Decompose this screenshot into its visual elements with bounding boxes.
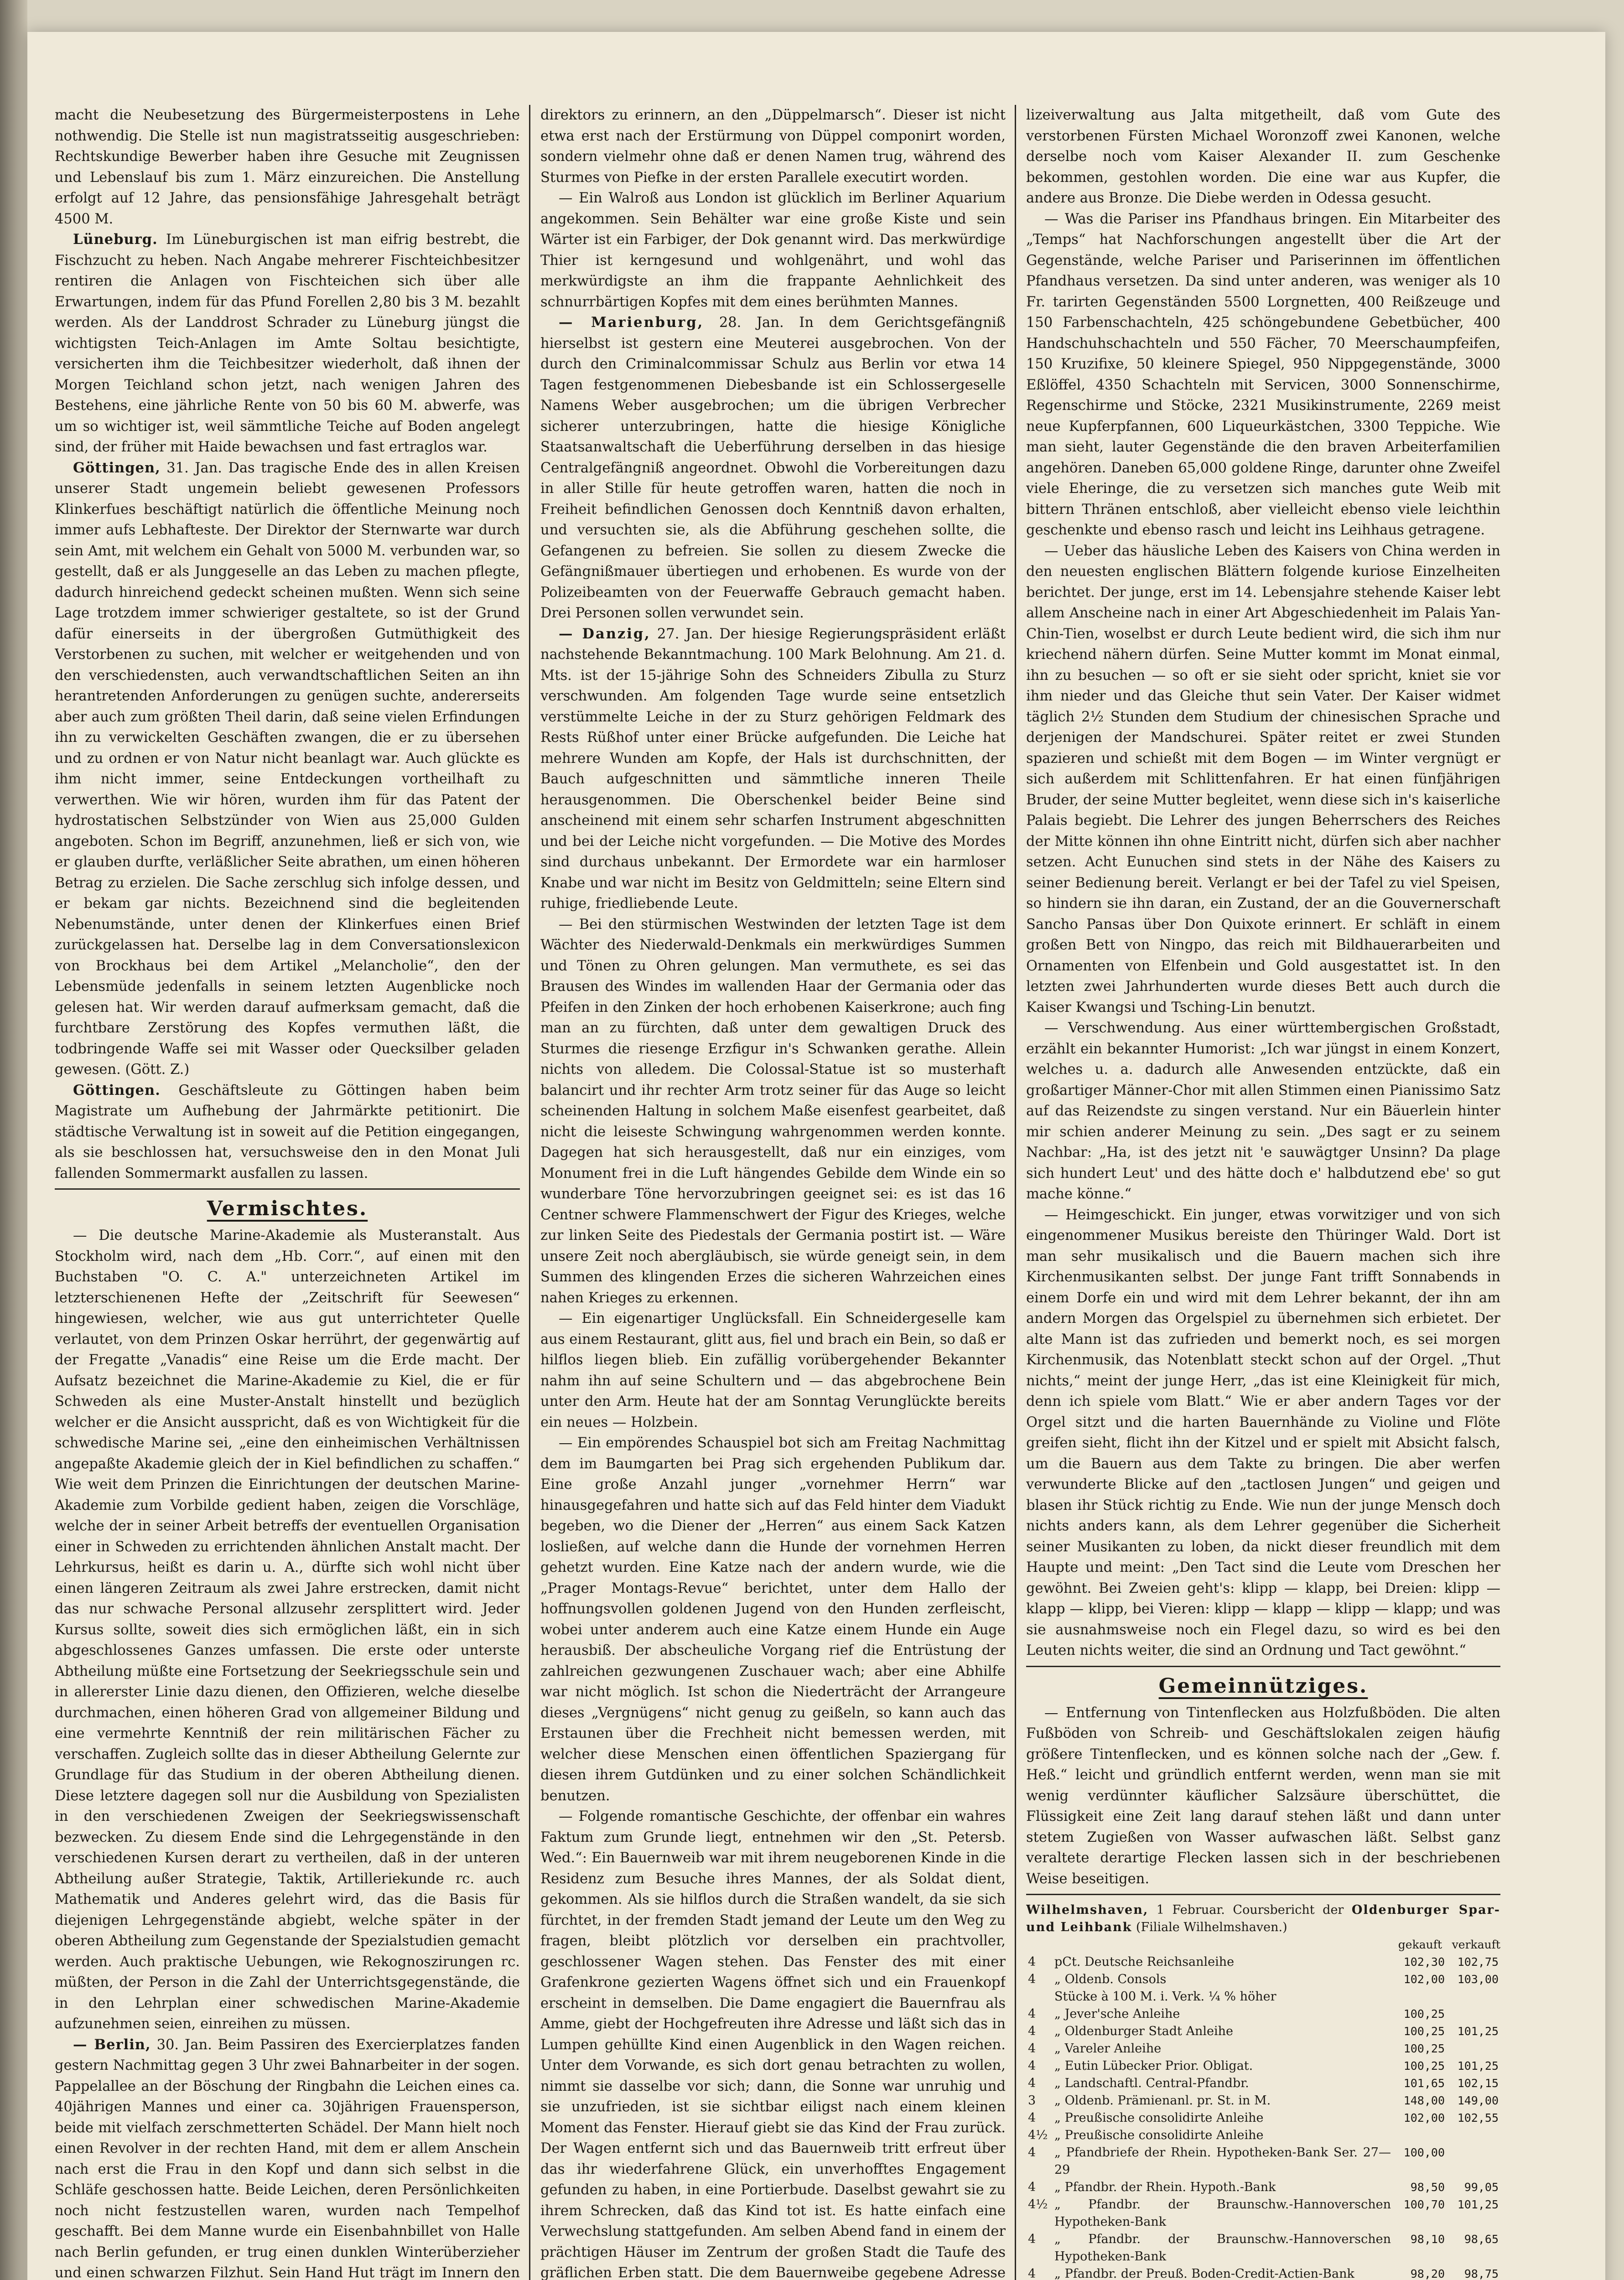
- sell-price: 98,75: [1464, 2267, 1499, 2280]
- rate-percent: 3: [1028, 2093, 1036, 2108]
- newspaper-page: [27, 32, 1605, 2280]
- article-paragraph: — Marienburg, 28. Jan. In dem Gerichtsgefängniß hierselbst ist gestern eine Meuterei ausgebrochen. Von der durch den Criminalcommissar Schulz aus Berlin vor etwa 14 Tagen festgenommenen Diebesbande ist ein Schlossergeselle Namens Weber ausgebrochen; um die übrigen Verbrecher sicherer unterzubringen, hatte die hiesige Königliche Staatsanwaltschaft die Ueberführung derselben in das hiesige Centralgefängniß angeordnet. Obwohl die Vorbereitungen dazu in aller Stille für heute getroffen waren, hatten die noch in Freiheit befindlichen Genossen doch Kenntniß davon erhalten, und versuchten sie, als die Abführung geschehen sollte, die Gefangenen zu befreien. Sie sollen zu diesem Zwecke die Gefängnißmauer übertiegen und erhobenen. Es wurde von der Polizeibeamten von der Feuerwaffe Gebrauch gemacht haben. Drei Personen sollen verwundet sein.: [540, 314, 1006, 621]
- buy-price: 98,50: [1410, 2181, 1445, 2194]
- table-row: [1026, 1954, 1500, 1971]
- column-rule: [529, 105, 530, 2280]
- rate-percent: 4: [1028, 2042, 1036, 2056]
- rate-percent: 4: [1028, 2232, 1036, 2246]
- dateline: Göttingen,: [73, 459, 161, 476]
- table-row: [1026, 2144, 1500, 2179]
- article-paragraph: — Die deutsche Marine-Akademie als Musteranstalt. Aus Stockholm wird, nach dem „Hb. Corr.“, auf einen mit den Buchstaben "O. C. A." unterzeichneten Artikel im letzterschienenen Hefte der „Zeitschrift für Seewesen“ hingewiesen, welcher, wie aus gut unterrichteter Quelle verlautet, von dem Prinzen Oskar herrührt, der gegenwärtig auf der Fregatte „Vanadis“ eine Reise um die Erde macht. Der Aufsatz bezeichnet die Marine-Akademie zu Kiel, die er für Schweden als eine Muster-Anstalt hinstellt und bezüglich welcher er die Ansicht ausspricht, daß es von Wichtigkeit für die schwedische Marine sei, „eine den einheimischen Verhältnissen angepaßte Akademie gleich der in Kiel befindlichen zu schaffen.“ Wie weit dem Prinzen die Einrichtungen der deutschen Marine-Akademie zum Vorbilde gedient haben, zeigen die Vorschläge, welche der in seiner Arbeit betreffs der eventuellen Organisation einer in Schweden zu errichtenden ähnlichen Anstalt macht. Der Lehrkursus, heißt es darin u. A., dürfte sich wohl nicht über einen längeren Zeitraum als zwei Jahre erstrecken, damit nicht das nur schwache Personal allzusehr zersplittert wird. Jeder Kursus sollte, soweit dies sich ermöglichen läßt, ein in sich abgeschlossenes Ganzes umfassen. Die erste oder unterste Abtheilung müßte eine Fortsetzung der Seekriegsschule sein und in allererster Linie dazu dienen, den Offizieren, welche dieselbe durchmachen, einen höheren Grad von allgemeiner Bildung und eine vermehrte Kenntniß der rein militärischen Fächer zu verschaffen. Zugleich sollte das in dieser Abtheilung Gelernte zur Grundlage für das Studium in der oberen Abtheilung dienen. Diese letztere dagegen soll nur die Ausbildung von Spezialisten in den verschiedenen Zweigen der Seekriegswissenschaft bezwecken. Zu diesem Ende sind die Lehrgegenstände in den verschiedenen Kursen derart zu vertheilen, daß in der unteren Abtheilung außer Strategie, Taktik, Artilleriekunde rc. auch Mathematik und Anderes gelehrt wird, das die Basis für diejenigen Lehrgegenstände abgiebt, welche später in der oberen Abtheilung zum Gegenstande der Spezialstudien gemacht werden. Auch praktische Uebungen, wie Rekognoszirungen rc. müßten, der Person in die Zahl der Unterrichtsgegenstände, die in den Lehrplan einer schwedischen Marine-Akademie aufzunehmen seien, einreihen zu müssen.: [55, 1228, 520, 2032]
- security-name: „ Jever'sche Anleihe: [1054, 2007, 1180, 2021]
- buy-price: 98,20: [1410, 2267, 1445, 2280]
- buy-price: 101,65: [1403, 2077, 1445, 2090]
- buy-price: 98,10: [1410, 2233, 1445, 2246]
- exchange-rate-report: [1026, 1902, 1500, 2280]
- article-paragraph: — Danzig, 27. Jan. Der hiesige Regierungspräsident erläßt nachstehende Bekanntmachung. 100 Mark Belohnung. Am 21. d. Mts. ist der 15-jährige Sohn des Schneiders Zibulla zu Sturz verschwunden. Am folgenden Tage wurde seine entsetzlich verstümmelte Leiche in der zu Sturz gehörigen Feldmark des Rests Rüßhof unter einer Brücke aufgefunden. Die Leiche hat mehrere Wunden am Kopfe, der Hals ist durchschnitten, der Bauch aufgeschnitten und sämmtliche inneren Theile herausgenommen. Die Oberschenkel beider Beine sind anscheinend mit einem sehr scharfen Instrument abgeschnitten und bei der Leiche nicht vorgefunden. — Die Motive des Mordes sind durchaus unbekannt. Der Ermordete war ein harmloser Knabe und war nicht im Besitz von Geldmitteln; seine Eltern sind ruhige, friedliebende Leute.: [540, 625, 1006, 912]
- rate-percent: 4: [1028, 1955, 1036, 1969]
- security-name: „ Pfandbr. der Preuß. Boden-Credit-Actien-Bank: [1054, 2267, 1354, 2280]
- report-column-header: gekauft verkauft: [1398, 1938, 1500, 1951]
- buy-price: 100,25: [1403, 2059, 1445, 2073]
- article-paragraph: — Ueber das häusliche Leben des Kaisers von China werden in den neuesten englischen Blättern folgende kuriose Einzelheiten berichtet. Der junge, erst im 14. Lebensjahre stehende Kaiser lebt allem Anscheine nach in einer Art Abgeschiedenheit im Palais Yan-Chin-Tien, woselbst er durch Leute bedient wird, die sich ihm nur kriechend nähern dürfen. Seine Mutter kommt im Monat einmal, ihn zu besuchen — so oft er sie sieht oder spricht, kniet sie vor ihm nieder und das Gleiche thut sein Vater. Der Kaiser widmet täglich 2½ Stunden dem Studium der chinesischen Sprache und derjenigen der Mandschurei. Später reitet er zwei Stunden spazieren und schießt mit dem Bogen — im Winter vergnügt er sich außerdem mit Schlittenfahren. Er hat einen fünfjährigen Bruder, der seine Mutter begleitet, wenn diese sich in's kaiserliche Palais begiebt. Die Lehrer des jungen Beherrschers des Reiches der Mitte können ihn ohne Eintritt nicht, dürfen sich aber nachher setzen. Acht Eunuchen sind stets in der Nähe des Kaisers zu seiner Bedienung bereit. Verlangt er bei der Tafel zu viel Speisen, so hindern sie ihn daran, ein Zustand, der an die Gouvernerschaft Sancho Pansas über Don Quixote erinnert. Er schläft in einem großen Bett von Ningpo, das reich mit Bildhauerarbeiten und Ornamenten von Elfenbein und Gold ausgestattet ist. In den letzten zwei Jahrhunderten wurde dieses Bett auch durch die Kaiser Kwangsi und Tsching-Lin benutzt.: [1026, 543, 1500, 1016]
- article-paragraph: — Berlin, 30. Jan. Beim Passiren des Exercierplatzes fanden gestern Nachmittag gegen 3 Uhr zwei Bahnarbeiter in der sogen. Pappelallee an der Böschung der Ringbahn die Leichen eines ca. 40jährigen Mannes und einer ca. 30jährigen Frauensperson, beide mit vielfach zerschmetterten Schädel. Der Mann hielt noch einen Revolver in der rechten Hand, mit dem er allem Anschein nach erst die Frau in den Kopf und dann sich selbst in die Schläfe geschossen hatte. Beide Leichen, deren Persönlichkeiten noch nicht festzustellen waren, wurden nach Tempelhof geschafft. Bei dem Manne wurde ein Eisenbahnbillet von Halle nach Berlin gefunden, er trug einen dunklen Winterüberzieher und einen schwarzen Filzhut. Sein Hand Hut trägt im Innern den: [55, 2036, 520, 2280]
- security-name: „ Oldenburger Stadt Anleihe: [1054, 2024, 1233, 2038]
- dateline: Göttingen.: [73, 1082, 161, 1099]
- security-name: pCt. Deutsche Reichsanleihe: [1054, 1955, 1235, 1969]
- security-name: „ Eutin Lübecker Prior. Obligat.: [1054, 2059, 1253, 2073]
- section-heading: Vermischtes.: [207, 1197, 368, 1220]
- table-row: [1026, 1971, 1500, 1988]
- section-divider: [1026, 1894, 1500, 1895]
- rate-percent: 4: [1028, 2076, 1036, 2090]
- table-row: [1026, 2265, 1500, 2280]
- report-header: Wilhelmshaven, 1 Februar. Coursbericht der Oldenburger Spar- und Leihbank (Filiale Wilhelmshaven.): [1026, 1903, 1500, 1934]
- rate-percent: 4: [1028, 1972, 1036, 1986]
- table-row: [1026, 1988, 1500, 2005]
- sell-price: 102,15: [1457, 2077, 1499, 2090]
- security-name: „ Oldenb. Consols: [1054, 1972, 1167, 1986]
- table-row: [1026, 2005, 1500, 2023]
- rate-percent: 4: [1028, 2180, 1036, 2194]
- sell-price: 103,00: [1457, 1973, 1499, 1986]
- security-name: „ Preußische consolidirte Anleihe: [1054, 2111, 1264, 2125]
- rate-percent: 4½: [1028, 2128, 1048, 2142]
- sell-price: 149,00: [1457, 2094, 1499, 2107]
- article-paragraph: macht die Neubesetzung des Bürgermeisterpostens in Lehe nothwendig. Die Stelle ist nun magistratsseitig ausgeschrieben: Rechtskundige Bewerber haben ihre Gesuche mit Zeugnissen und Lebenslauf bis zum 1. März einzureichen. Die Anstellung erfolgt auf 12 Jahre, das pensionsfähige Jahresgehalt beträgt 4500 M.: [55, 107, 520, 227]
- section-divider: [1026, 1666, 1500, 1667]
- sell-price: 102,75: [1457, 1955, 1499, 1969]
- table-row: [1026, 2127, 1500, 2144]
- article-paragraph: — Ein Walroß aus London ist glücklich im Berliner Aquarium angekommen. Sein Behälter war eine große Kiste und sein Wärter ist ein Farbiger, der Dok genannt wird. Das merkwürdige Thier ist kerngesund und wohlgenährt, und wohl das merkwürdigste an ihm die frappante Aehnlichkeit des schnurrbärtigen Kopfes mit dem eines berühmten Mannes.: [540, 190, 1006, 310]
- article-paragraph: — Ein empörendes Schauspiel bot sich am Freitag Nachmittag dem im Baumgarten bei Prag sich ergehenden Publikum dar. Eine große Anzahl junger „vornehmer Herrn“ war hinausgegefahren und hatte sich auf das Feld hinter dem Viadukt begeben, wo die Diener der „Herren“ aus einem Sack Katzen losließen, auf welche dann die Hunde der vornehmen Herren gehetzt wurden. Eine Katze nach der andern wurde, wie die „Prager Montags-Revue“ berichtet, unter dem Hallo der hoffnungsvollen goldenen Jugend von den Hunden zerfleischt, wobei unter anderem auch eine Katze einem Hunde ein Auge herausbiß. Der abscheuliche Vorgang rief die Entrüstung der zahlreichen gezwungenen Zuschauer wach; aber eine Abhilfe war nicht möglich. Ist schon die Niederträcht der Arrangeure dieses „Vergnügens“ nicht genug zu geißeln, so kann auch das Erstaunen über die Frechheit nicht bemessen werden, mit welcher diese Menschen einen öffentlichen Spaziergang für diesen ihrem Gutdünken und zu einer solchen Schändlichkeit benutzen.: [540, 1435, 1006, 1804]
- dateline: — Danzig,: [559, 625, 651, 642]
- buy-price: 102,30: [1403, 1955, 1445, 1969]
- dateline: Lüneburg.: [73, 231, 158, 248]
- buy-price: 102,00: [1403, 2111, 1445, 2125]
- article-paragraph: — Bei den stürmischen Westwinden der letzten Tage ist dem Wächter des Niederwald-Denkmals ein merkwürdiges Summen und Tönen zu Ohren gelungen. Man vermuthete, es sei das Brausen des Windes im wallenden Haar der Germania oder das Pfeifen in den Zinken der hoch erhobenen Kaiserkrone; auch fing man an zu fürchten, daß unter dem gewaltigen Druck des Sturmes die riesenge Erzfigur in's Schwanken gerathe. Allein nichts von alledem. Die Colossal-Statue ist so musterhaft balancirt und ihr rechter Arm trotz seiner für das Auge so leicht scheinenden Haltung in solchem Maße eisenfest gearbeitet, daß nicht die leiseste Schwingung wahrgenommen werden konnte. Dagegen hat sich herausgestellt, daß nur ein einziges, vom Monument frei in die Luft hängendes Gebilde dem Winde ein so wunderbare Töne hervorzubringen geeignet sei: es ist das 16 Centner schwere Flammenschwert der Figur des Krieges, welche zur linken Seite des Piedestals der Germania postirt ist. — Wäre unsere Zeit noch abergläubisch, sie würde geneigt sein, in dem Summen des klingenden Erzes die sicheren Wahrzeichen eines nahen Krieges zu erkennen.: [540, 916, 1006, 1306]
- article-paragraph: — Ein eigenartiger Unglücksfall. Ein Schneidergeselle kam aus einem Restaurant, glitt aus, fiel und brach ein Bein, so daß er hilflos liegen blieb. Ein zufällig vorübergehender Bekannter nahm ihn auf seine Schultern und — das abgebrochene Bein unter den Arm. Heute hat der am Sonntag Verunglückte bereits ein neues — Holzbein.: [540, 1311, 1006, 1430]
- rate-percent: 4: [1028, 2059, 1036, 2073]
- security-name: „ Pfandbriefe der Rhein. Hypotheken-Bank Ser. 27—29: [1054, 2145, 1391, 2177]
- article-paragraph: — Heimgeschickt. Ein junger, etwas vorwitziger und von sich eingenommener Musikus bereiste den Thüringer Wald. Dort ist man sehr musikalisch und die Bauern machen sich ihre Kirchenmusikanten selbst. Der junge Fant trifft Sonnabends in einem Dorfe ein und wird mit dem Lehrer bekannt, der ihn am andern Morgen das Orgelspiel zu übernehmen sich erbietet. Der alte Mann ist das zufrieden und bemerkt noch, es sei morgen Kirchenmusik, das Notenblatt steckt schon auf der Orgel. „Thut nichts,“ meint der junge Herr, „das ist eine Kleinigkeit für mich, denn ich spiele vom Blatt.“ Wie er aber andern Tages vor der Orgel sitzt und die harten Bauernhände zu Violine und Flöte greifen sieht, flicht ihn der Kitzel und er spielt mit Absicht falsch, um die Bauern aus dem Takte zu bringen. Die aber werfen verwunderte Blicke auf den „tactlosen Jungen“ und geigen und blasen ihr Stück richtig zu Ende. Wie nun der junge Mensch doch nichts anders kann, als dem Lehrer gegenüber die Sicherheit seiner Musikanten zu loben, da nickt dieser freundlich mit dem Haupte und meint: „Den Tact sind die Leute vom Dreschen her gewöhnt. Bei Zweien geht's: klipp — klapp, bei Dreien: klipp — klapp — klipp, bei Vieren: klipp — klapp — klipp — klapp; und was sie ausnahmsweise noch ein Flegel dazu, so wird es bei den Leuten nichts weiter, die sind an Ordnung und Tact gewöhnt.“: [1026, 1207, 1500, 1658]
- article-paragraph: lizeiverwaltung aus Jalta mitgetheilt, daß vom Gute des verstorbenen Fürsten Michael Woronzoff zwei Kanonen, welche derselbe noch vom Kaiser Alexander II. zum Geschenke bekommen, gestohlen worden. Die eine war aus Kupfer, die andere aus Bronze. Die Diebe werden in Odessa gesucht.: [1026, 107, 1500, 206]
- rate-percent: [1026, 1988, 1053, 2005]
- section-divider: [55, 1188, 520, 1190]
- sell-price: 101,25: [1457, 2025, 1499, 2038]
- table-row: [1026, 2057, 1500, 2075]
- sell-price: 98,65: [1464, 2233, 1499, 2246]
- sell-price: 99,05: [1464, 2181, 1499, 2194]
- section-heading: Gemeinnütziges.: [1158, 1674, 1368, 1698]
- rate-percent: 4: [1028, 2145, 1036, 2160]
- sell-price: 102,55: [1457, 2111, 1499, 2125]
- article-paragraph: — Verschwendung. Aus einer württembergischen Großstadt, erzählt ein bekannter Humorist: „Ich war jüngst in einem Konzert, welches u. a. dadurch alle Anwesenden entzückte, daß ein großartiger Männer-Chor mit allen Stimmen einen Pianissimo Satz auf das Reizendste zu singen verstand. Nur ein Bäuerlein hinter mir schien anderer Meinung zu sein. „Des sagt er zu seinem Nachbar: „Ha, ist des jetzt nit 'e sauwägtger Unsinn? Da plage sich hundert Leut' und des hätte doch e' halbdutzend ebe' so gut mache könne.“: [1026, 1020, 1500, 1202]
- buy-price: [1393, 1988, 1447, 2005]
- sell-price: [1447, 1988, 1500, 2005]
- buy-price: 100,25: [1403, 2025, 1445, 2038]
- buy-price: 100,25: [1403, 2042, 1445, 2055]
- rate-percent: 4: [1028, 2007, 1036, 2021]
- rate-percent: 4: [1028, 2024, 1036, 2038]
- article-paragraph: Göttingen, 31. Jan. Das tragische Ende des in allen Kreisen unserer Stadt ungemein beliebt gewesenen Professors Klinkerfues beschäftigt natürlich die öffentliche Meinung noch immer aufs Lebhafteste. Der Direktor der Sternwarte war durch sein Amt, mit welchem ein Gehalt von 5000 M. verbunden war, so gestellt, daß er als Junggeselle an das Leben zu machen pflegte, dadurch hinreichend gedeckt scheinen mußten. Wenn sich seine Lage trotzdem immer schwieriger gestaltete, so ist der Grund dafür einerseits in der übergroßen Gutmüthigkeit des Verstorbenen zu suchen, mit welcher er weitgehenden und von den verschiedensten, auch verwandtschaftlichen Seiten an ihn herantretenden Anforderungen zu genügen suchte, andererseits aber auch zum größten Theil darin, daß seine vielen Erfindungen ihn zu verwickelten Geschäften zwangen, die er zu übersehen und zu ordnen er von Natur nicht beanlagt war. Auch glückte es ihm nicht immer, seine Entdeckungen vortheilhaft zu verwerthen. Wie wir hören, wurden ihm für das Patent der hydrostatischen Selbstzünder von Wien aus 25,000 Gulden angeboten. Schon im Begriff, anzunehmen, ließ er sich von, wie er glauben durfte, verläßlicher Seite abrathen, um einen höheren Betrag zu erzielen. Die Sache zerschlug sich infolge dessen, und er bekam gar nichts. Bezeichnend sind die begleitenden Nebenumstände, unter denen der Klinkerfues einen Brief zurückgelassen hat. Derselbe lag in dem Conversationslexicon von Brockhaus bei dem Artikel „Melancholie“, den der Lebensmüde jedenfalls in seinem letzten Augenblicke noch gelesen hat. Wir werden darauf aufmerksam gemacht, daß die furchtbare Zerstörung des Kopfes vermuthen läßt, die todbringende Waffe sei mit Wasser oder Quecksilber geladen gewesen. (Gött. Z.): [55, 459, 520, 1078]
- security-name: „ Pfandbr. der Rhein. Hypoth.-Bank: [1054, 2180, 1276, 2194]
- buy-price: 100,70: [1403, 2198, 1445, 2211]
- rate-percent: 4: [1028, 2267, 1036, 2280]
- table-row: [1026, 2179, 1500, 2196]
- table-row: [1026, 2231, 1500, 2265]
- article-paragraph: — Folgende romantische Geschichte, der offenbar ein wahres Faktum zum Grunde liegt, entnehmen wir den „St. Petersb. Wed.“: Ein Bauernweib war mit ihrem neugeborenen Kinde in die Residenz zum Besuche ihres Mannes, der als Soldat dient, gekommen. Als sie hilflos durch die Straßen wandelt, da sie sich fürchtet, in der fremden Stadt jemand der Leute um den Weg zu fragen, bleibt plötzlich vor derselben ein prachtvoller, geschlossener Wagen stehen. Das Fenster des mit einer Grafenkrone gezierten Wagens öffnet sich und ein Frauenkopf erscheint in demselben. Die Dame engagiert die Bauernfrau als Amme, giebt der Hochgefreuten ihre Adresse und läßt sich das in Lumpen gehüllte Kind einen Augenblick in den Wagen reichen. Unter dem Vorwande, es sich dort genau betrachten zu wollen, nimmt sie dasselbe vor sich; dann, die Sonne war unruhig und sie unzufrieden, ist sie sichtbar eiligst nach einem kleinen Moment das Fenster. Hierauf giebt sie das Kind der Frau zurück. Der Wagen entfernt sich und das Bauernweib tritt erfreut über das ihr wiederfahrene Glück, ein unverhofftes Engagement gefunden zu haben, in eine Portierbude. Daselbst gewahrt sie zu ihrem Schrecken, daß das Kind tot ist. Es hatte einfach eine Verwechslung stattgefunden. Am selben Abend fand in einem der prächtigen Häuser im Zentrum der großen Stadt die Taufe des gräflichen Erben statt. Die dem Bauernweibe gegebene Adresse: [540, 1808, 1006, 2280]
- table-row: [1026, 2109, 1500, 2127]
- security-name: „ Pfandbr. der Braunschw.-Hannoverschen Hypotheken-Bank: [1054, 2197, 1391, 2229]
- sell-price: [1447, 2005, 1500, 2023]
- dateline: — Berlin,: [73, 2036, 151, 2053]
- column-1: [55, 105, 520, 2280]
- sell-price: [1447, 2144, 1500, 2179]
- security-name: „ Landschaftl. Central-Pfandbr.: [1054, 2076, 1249, 2090]
- sell-price: 101,25: [1457, 2059, 1499, 2073]
- rate-percent: 4: [1028, 2111, 1036, 2125]
- exchange-rate-table: [1026, 1954, 1500, 2280]
- sell-price: [1447, 2040, 1500, 2057]
- buy-price: 148,00: [1403, 2094, 1445, 2107]
- rate-percent: 4½: [1028, 2197, 1048, 2212]
- book-spine: [0, 0, 27, 2280]
- security-name: „ Pfandbr. der Braunschw.-Hannoverschen Hypotheken-Bank: [1054, 2232, 1391, 2264]
- sell-price: 101,25: [1457, 2198, 1499, 2211]
- article-paragraph: direktors zu erinnern, an den „Düppelmarsch“. Dieser ist nicht etwa erst nach der Erstürmung von Düppel componirt worden, sondern vielmehr ohne daß er denen Namen trug, während des Sturmes von Piefke in der ersten Parallele executirt worden.: [540, 107, 1006, 186]
- table-row: [1026, 2196, 1500, 2231]
- dateline: — Marienburg,: [559, 314, 704, 331]
- security-name: Stücke à 100 M. i. Verk. ¼ % höher: [1054, 1990, 1276, 2004]
- security-name: „ Preußische consolidirte Anleihe: [1054, 2128, 1264, 2142]
- table-row: [1026, 2075, 1500, 2092]
- article-paragraph: Göttingen. Geschäftsleute zu Göttingen haben beim Magistrate um Aufhebung der Jahrmärkte petitionirt. Die städtische Verwaltung ist in soweit auf die Petition eingegangen, als sie beschlossen hat, versuchsweise den in den Monat Juli fallenden Sommermarkt ausfallen zu lassen.: [55, 1082, 520, 1181]
- article-paragraph: — Was die Pariser ins Pfandhaus bringen. Ein Mitarbeiter des „Temps“ hat Nachforschungen angestellt über die Art der Gegenstände, welche Pariser und Pariserinnen im öffentlichen Pfandhaus versetzen. Da sind unter anderen, was weniger als 10 Fr. tarirten Gegenständen 5500 Lorgnetten, 400 Reißzeuge und 150 Farbenschachteln, 425 schöngebundene Gebetbücher, 400 Handschuhschachteln und 550 Fächer, 70 Meerschaumpfeifen, 150 Kruzifixe, 50 kleinere Spiegel, 950 Nippgegenstände, 3000 Eßlöffel, 4350 Schachteln mit Servicen, 3000 Sonnenschirme, Regenschirme und Stöcke, 2321 Musikinstrumente, 2269 meist neue Kupferpfannen, 600 Liqueurkästchen, 3300 Teppiche. Wie man sieht, lauter Gegenstände die den braven Arbeiterfamilien angehören. Daneben 65,000 goldene Ringe, darunter ohne Zweifel viele Eheringe, die zu versetzen sich manches gute Weib mit bittern Thränen entschloß, aber vielleicht ebenso viele leichthin geschenkte und ebenso rasch und leicht ins Leihhaus getragene.: [1026, 211, 1500, 538]
- security-name: „ Oldenb. Prämienanl. pr. St. in M.: [1054, 2093, 1271, 2108]
- buy-price: 100,25: [1403, 2007, 1445, 2021]
- column-rule: [1015, 105, 1016, 2280]
- table-row: [1026, 2023, 1500, 2040]
- column-2: [540, 105, 1006, 2280]
- buy-price: [1393, 2127, 1447, 2144]
- buy-price: 100,00: [1403, 2146, 1445, 2159]
- sell-price: [1447, 2127, 1500, 2144]
- table-row: [1026, 2092, 1500, 2109]
- table-row: [1026, 2040, 1500, 2057]
- article-paragraph: Lüneburg. Im Lüneburgischen ist man eifrig bestrebt, die Fischzucht zu heben. Nach Angabe mehrerer Fischteichbesitzer rentiren die Anlagen von Fischteichen sich über alle Erwartungen, indem für das Pfund Forellen 2,80 bis 3 M. bezahlt werden. Als der Landdrost Schrader zu Lüneburg jüngst die wichtigsten Teich-Anlagen im Amte Soltau besichtigte, versicherten ihm die Teichbesitzer wiederholt, daß ihnen der Morgen Teichland schon jetzt, nach wenigen Jahren des Bestehens, eine jährliche Rente von 50 bis 60 M. abwerfe, was um so wichtiger ist, weil sämmtliche Teiche auf Boden angelegt sind, der früher mit Haide bewachsen und fast ertraglos war.: [55, 231, 520, 455]
- article-paragraph: — Entfernung von Tintenflecken aus Holzfußböden. Die alten Fußböden von Schreib- und Geschäftslokalen zeigen häufig größere Tintenflecken, und es können solche nach der „Gew. f. Heß.“ leicht und gründlich entfernt werden, wenn man sie mit wenig verdünnter käuflicher Salzsäure überschüttet, die Flüssigkeit eine Zeit lang darauf stehen läßt und dann unter stetem Zugießen von Wasser aufwaschen läßt. Selbst ganz veraltete derartige Flecken lassen sich in der beschriebenen Weise beseitigen.: [1026, 1705, 1500, 1887]
- buy-price: 102,00: [1403, 1973, 1445, 1986]
- security-name: „ Vareler Anleihe: [1054, 2042, 1162, 2056]
- column-3: [1026, 105, 1500, 2280]
